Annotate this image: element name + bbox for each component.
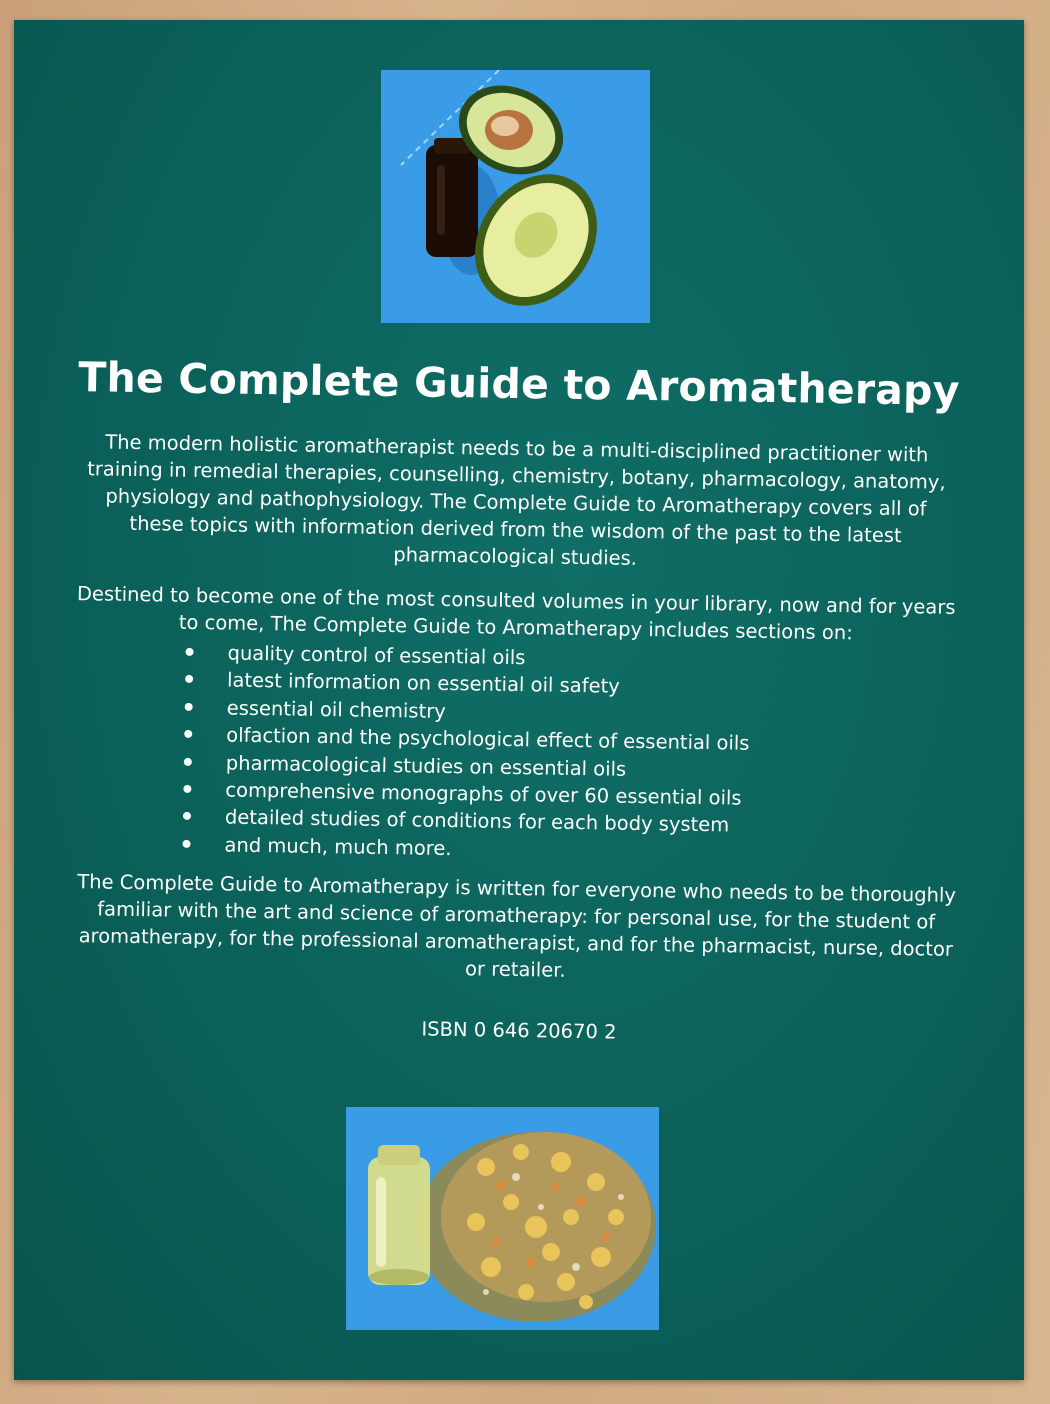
- calendula-oil-photo: [346, 1107, 659, 1330]
- list-item-label: comprehensive monographs of over 60 essential oils: [225, 778, 742, 810]
- sections-intro-paragraph: Destined to become one of the most consulted volumes in your library, now and for years to come, The Complete Guide to Aromatherapy includes sections on:: [76, 582, 956, 645]
- bullet-icon: [184, 757, 192, 765]
- isbn-number: ISBN 0 646 20670 2: [421, 1017, 617, 1044]
- avocado-oil-photo: [381, 70, 650, 323]
- list-item-label: olfaction and the psychological effect of essential oils: [226, 723, 750, 755]
- intro-paragraph: The modern holistic aromatherapist needs to be a multi-disciplined practitioner with training in remedial therapies, counselling, chemistry, botany, pharmacology, anatomy, physiology and pathophysiology. The Complete Guide to Aromatherapy covers all of these topics with information derived from the wisdom of the past to the latest pharmacological studies.: [87, 430, 946, 570]
- list-item-label: essential oil chemistry: [226, 696, 446, 723]
- features-list: [180, 639, 843, 869]
- bullet-icon: [185, 648, 193, 656]
- bullet-icon: [185, 675, 193, 683]
- bullet-icon: [184, 730, 192, 738]
- bullet-icon: [183, 785, 191, 793]
- list-item-label: and much, much more.: [224, 833, 452, 860]
- bullet-icon: [185, 703, 193, 711]
- book-title: The Complete Guide to Aromatherapy: [78, 353, 960, 415]
- list-item-label: latest information on essential oil safety: [226, 668, 620, 699]
- list-item-label: detailed studies of conditions for each body system: [224, 805, 730, 837]
- audience-paragraph: The Complete Guide to Aromatherapy is written for everyone who needs to be thoroughly familiar with the art and science of aromatherapy: for personal use, for the student of aromatherapy, for the professional aromatherapist, and for the pharmacist, nurse, doctor or retailer.: [77, 870, 957, 982]
- bullet-icon: [183, 812, 191, 820]
- bullet-icon: [182, 840, 190, 848]
- list-item-label: quality control of essential oils: [227, 641, 526, 670]
- book-back-cover: [14, 20, 1024, 1380]
- list-item-label: pharmacological studies on essential oils: [225, 751, 627, 781]
